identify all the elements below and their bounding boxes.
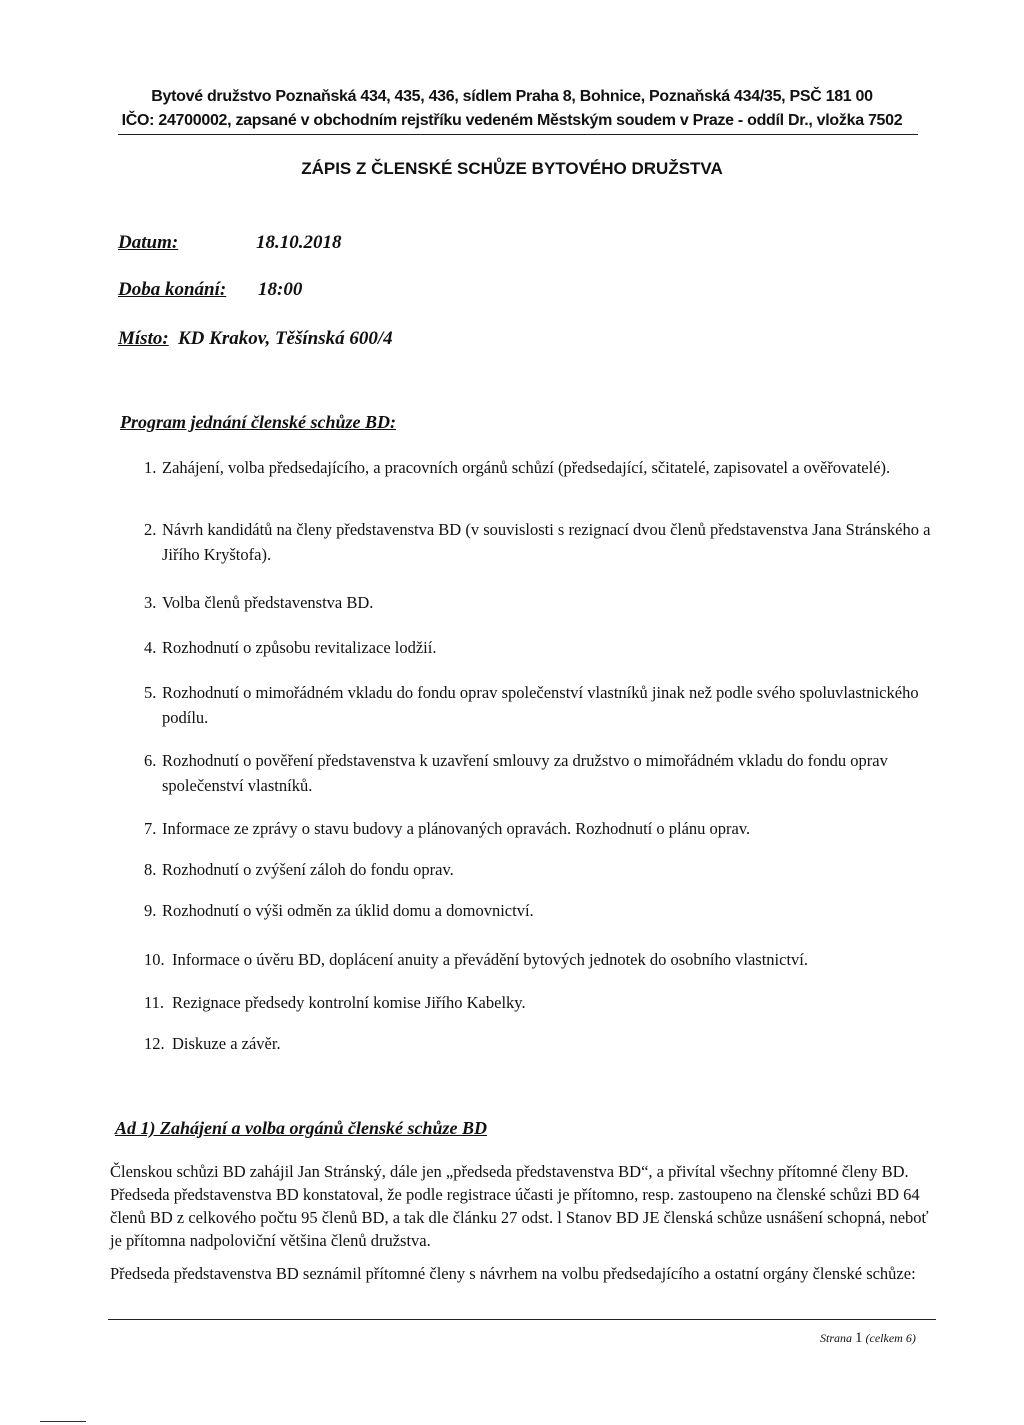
program-item-number: 2.	[144, 520, 157, 539]
program-item-text: Rezignace předsedy kontrolní komise Jiřího Kabelky.	[172, 993, 526, 1012]
program-item	[144, 635, 944, 660]
program-item-number: 9.	[144, 901, 157, 920]
program-item	[144, 517, 944, 567]
program-item	[144, 680, 944, 730]
program-item-text: Volba členů představenstva BD.	[162, 593, 374, 612]
program-item-text: Informace o úvěru BD, doplácení anuity a převádění bytových jednotek do osobního vlastnictví.	[172, 950, 808, 969]
program-item	[144, 748, 944, 798]
program-item	[144, 857, 944, 882]
program-item-number: 12.	[144, 1034, 165, 1053]
footer-total: (celkem 6)	[865, 1331, 916, 1345]
doba-value: 18:00	[258, 279, 303, 300]
program-item	[144, 1031, 944, 1056]
program-item-number: 6.	[144, 751, 157, 770]
program-item-number: 1.	[144, 458, 157, 477]
program-item	[144, 898, 944, 923]
datum-value: 18.10.2018	[256, 232, 342, 253]
program-item-text: Informace ze zprávy o stavu budovy a plánovaných opravách. Rozhodnutí o plánu oprav.	[162, 819, 751, 838]
meta-misto	[118, 328, 393, 350]
program-item-text: Návrh kandidátů na členy představenstva BD (v souvislosti s rezignací dvou členů představenstva Jana Stránského a Jiřího Kryštofa).	[162, 520, 931, 564]
program-item-number: 5.	[144, 683, 157, 702]
program-item-number: 11.	[144, 993, 165, 1012]
doba-label: Doba konání:	[118, 279, 227, 300]
footer-page-number: 1	[855, 1330, 863, 1346]
program-item-text: Rozhodnutí o mimořádném vkladu do fondu oprav společenství vlastníků jinak než podle svého spoluvlastnického podílu.	[162, 683, 919, 727]
misto-label: Místo:	[118, 328, 169, 349]
datum-label: Datum:	[118, 232, 179, 253]
program-item	[144, 816, 944, 841]
header-line-1: Bytové družstvo Poznaňská 434, 435, 436, sídlem Praha 8, Bohnice, Poznaňská 434/35, PSČ 181 00	[151, 88, 873, 105]
page-footer	[820, 1330, 916, 1347]
program-item-text: Zahájení, volba předsedajícího, a pracovních orgánů schůzí (předsedající, sčitatelé, zapisovatel a ověřovatelé).	[162, 458, 891, 477]
header-divider	[118, 134, 918, 135]
program-item-text: Rozhodnutí o zvýšení záloh do fondu oprav.	[162, 860, 454, 879]
program-item-number: 10.	[144, 950, 165, 969]
program-item-text: Diskuze a závěr.	[172, 1034, 281, 1053]
program-item-number: 3.	[144, 593, 157, 612]
program-item-number: 8.	[144, 860, 157, 879]
section-paragraph-2: Předseda představenstva BD seznámil přítomné členy s návrhem na volbu předsedajícího a ostatní orgány členské schůze:	[110, 1264, 916, 1283]
section-paragraph-1: Členskou schůzi BD zahájil Jan Stránský, dále jen „předseda představenstva BD“, a přivítal všechny přítomné členy BD. Předseda představenstva BD konstatoval, že podle registrace účasti je přítomno, resp. zastoupeno na členské schůzi BD 64 členů BD z celkového počtu 95 členů BD, a tak dle článku 27 odst. l Stanov BD JE členská schůze usnášení schopná, neboť je přítomna nadpoloviční většina členů družstva.	[110, 1162, 929, 1250]
program-item-text: Rozhodnutí o způsobu revitalizace lodžií.	[162, 638, 437, 657]
footer-divider	[108, 1319, 936, 1320]
program-item	[144, 990, 944, 1015]
program-item	[144, 947, 944, 972]
program-item-number: 4.	[144, 638, 157, 657]
meta-doba	[118, 279, 303, 301]
footer-strana-label: Strana	[820, 1331, 853, 1345]
program-item	[144, 590, 944, 615]
misto-value: KD Krakov, Těšínská 600/4	[178, 328, 393, 349]
program-item	[144, 455, 944, 480]
program-item-number: 7.	[144, 819, 157, 838]
document-title: ZÁPIS Z ČLENSKÉ SCHŮZE BYTOVÉHO DRUŽSTVA	[301, 159, 723, 178]
program-item-text: Rozhodnutí o pověření představenstva k uzavření smlouvy za družstvo o mimořádném vkladu do fondu oprav společenství vlastníků.	[162, 751, 888, 795]
section-heading: Ad 1) Zahájení a volba orgánů členské schůze BD	[115, 1118, 488, 1138]
program-item-text: Rozhodnutí o výši odměn za úklid domu a domovnictví.	[162, 901, 534, 920]
scan-mark	[40, 1421, 86, 1422]
header-line-2: IČO: 24700002, zapsané v obchodním rejstříku vedeném Městským soudem v Praze - oddíl Dr., vložka 7502	[121, 112, 903, 129]
program-heading: Program jednání členské schůze BD:	[120, 412, 397, 432]
meta-datum	[118, 232, 342, 254]
